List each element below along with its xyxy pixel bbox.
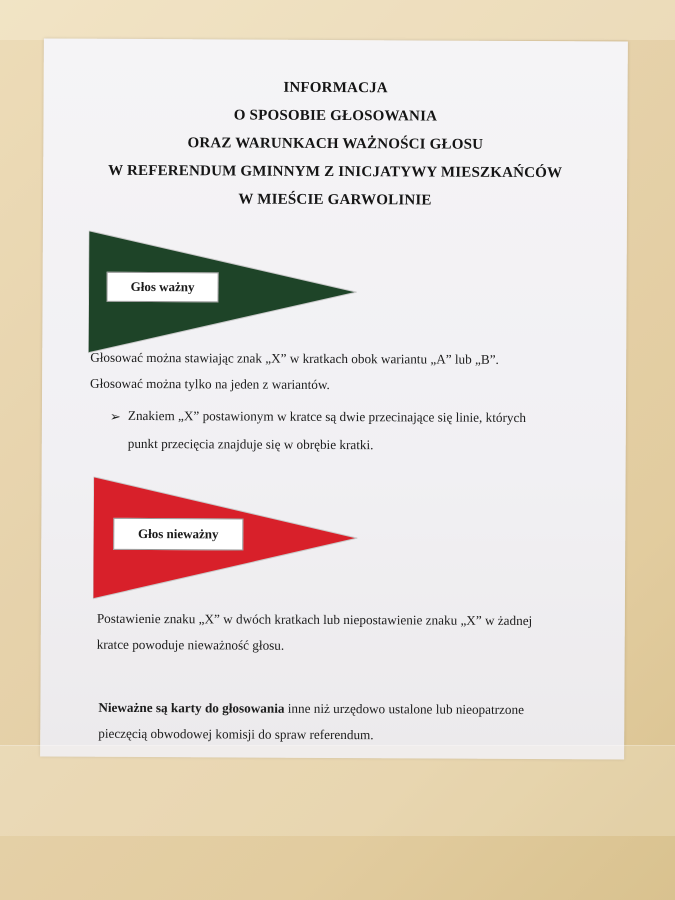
title-line-4: W REFERENDUM GMINNYM Z INICJATYWY MIESZKAŃCÓW (108, 162, 563, 182)
notice-title (43, 72, 628, 215)
tape-top (0, 0, 675, 40)
invalid-label: Głos nieważny (113, 518, 243, 551)
cards-rest: inne niż urzędowo ustalone lub nieopatrzone (284, 700, 525, 717)
cards-text-line-2: pieczęcią obwodowej komisji do spraw referendum. (98, 725, 374, 743)
title-line-2: O SPOSOBIE GŁOSOWANIA (233, 107, 438, 125)
title-line-3: ORAZ WARUNKACH WAŻNOŚCI GŁOSU (187, 135, 484, 153)
bullet-line-1: Znakiem „X” postawionym w kratce są dwie przecinające się linie, których (127, 407, 526, 426)
bullet-arrow-icon: ➢ (109, 408, 121, 424)
invalid-text-line-1: Postawienie znaku „X” w dwóch kratkach lub niepostawienie znaku „X” w żadnej (96, 610, 533, 629)
valid-label: Głos ważny (107, 272, 219, 303)
invalid-text-line-2: kratce powoduje nieważność głosu. (96, 636, 285, 653)
title-line-1: INFORMACJA (283, 79, 388, 97)
cards-text-line-1 (98, 695, 618, 724)
cards-bold: Nieważne są karty do głosowania (98, 699, 285, 716)
bullet-line-2: punkt przecięcia znajduje się w obrębie kratki. (127, 435, 374, 453)
title-line-5: W MIEŚCIE GARWOLINIE (238, 191, 432, 209)
valid-text-line-2: Głosować można tylko na jeden z wariantów. (90, 375, 330, 392)
notice-paper (40, 38, 628, 759)
tape-bottom (0, 745, 675, 836)
valid-text-line-1: Głosować można stawiając znak „X” w kratkach obok wariantu „A” lub „B”. (90, 349, 499, 367)
